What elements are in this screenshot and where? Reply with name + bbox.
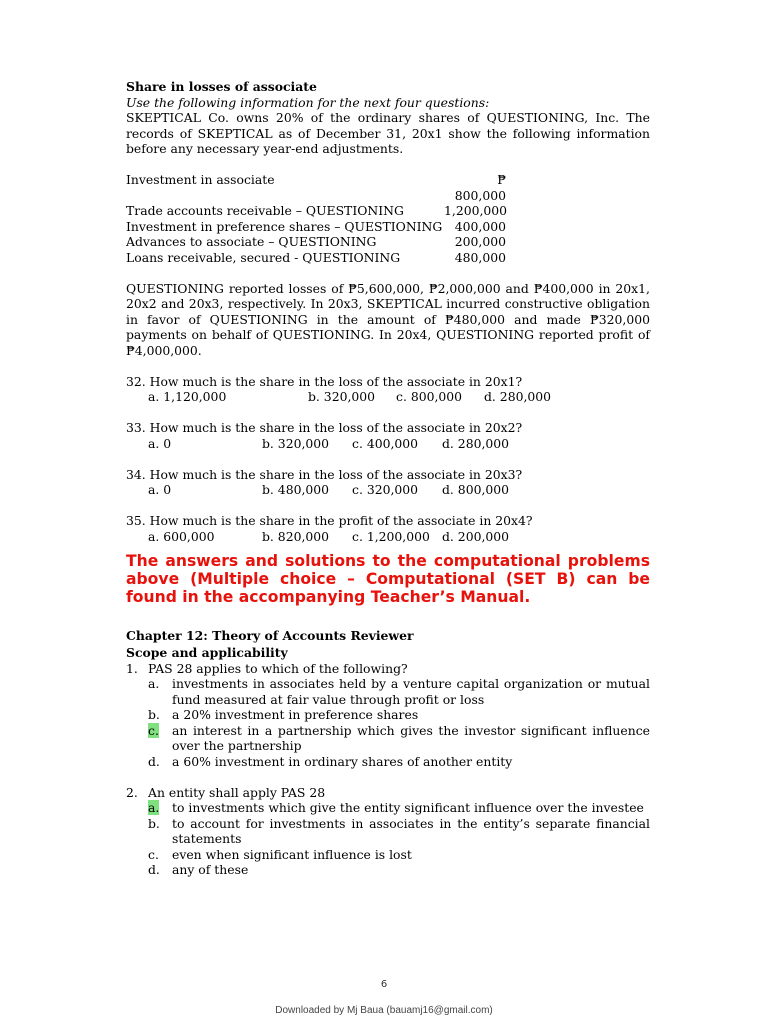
choice-row bbox=[126, 862, 650, 878]
question-33 bbox=[126, 420, 650, 451]
choice-row bbox=[126, 816, 650, 847]
choice-row bbox=[126, 707, 650, 723]
question-text: 33. How much is the share in the loss of the associate in 20x2? bbox=[126, 420, 523, 435]
choice-letter: b. bbox=[148, 707, 160, 722]
account-label: Loans receivable, secured - QUESTIONING bbox=[126, 249, 401, 265]
account-row bbox=[126, 234, 650, 250]
option-c: c. 1,200,000 bbox=[352, 528, 430, 544]
section-instruction: Use the following information for the next four questions: bbox=[126, 94, 490, 110]
account-amount: 1,200,000 bbox=[444, 203, 508, 218]
choice-row bbox=[126, 847, 650, 863]
question-34 bbox=[126, 467, 650, 498]
account-label: Advances to associate – QUESTIONING bbox=[126, 234, 377, 249]
option-c: c. 320,000 bbox=[352, 482, 419, 497]
teacher-manual-notice: The answers and solutions to the computational problems above (Multiple choice – Computational (SET B) can be found in the accompanying Teacher’s Manual. bbox=[126, 552, 650, 606]
option-b: b. 320,000 bbox=[262, 435, 330, 451]
account-amount: 400,000 bbox=[454, 218, 506, 234]
download-notice: Downloaded by Mj Baua (bauamj16@gmail.com) bbox=[275, 1005, 493, 1016]
option-a: a. 0 bbox=[148, 482, 172, 497]
option-d: d. 280,000 bbox=[442, 435, 510, 451]
question-text: 32. How much is the share in the loss of the associate in 20x1? bbox=[126, 373, 523, 389]
account-label: Trade accounts receivable – QUESTIONING bbox=[126, 203, 404, 218]
account-label: Investment in preference shares – QUESTIONING bbox=[126, 218, 443, 234]
choice-letter: b. bbox=[148, 815, 160, 831]
option-b: b. 480,000 bbox=[262, 482, 330, 497]
choice-letter-highlighted: a. bbox=[148, 800, 160, 815]
choice-text: any of these bbox=[172, 862, 249, 877]
option-d: d. 800,000 bbox=[442, 482, 510, 497]
choice-letter: a. bbox=[148, 676, 160, 691]
account-row bbox=[126, 219, 650, 235]
accounts-list bbox=[126, 172, 650, 265]
choice-letter: d. bbox=[148, 753, 160, 769]
account-row bbox=[126, 250, 650, 266]
item-number: 1. bbox=[126, 660, 138, 676]
choice-text: to account for investments in associates in the entity’s separate financial statements bbox=[172, 815, 650, 846]
question-text: 35. How much is the share in the profit of the associate in 20x4? bbox=[126, 513, 533, 528]
choice-letter: c. bbox=[148, 846, 159, 862]
choice-row bbox=[126, 800, 650, 816]
question-35 bbox=[126, 513, 650, 544]
choice-row bbox=[126, 754, 650, 770]
option-a: a. 600,000 bbox=[148, 528, 215, 544]
losses-paragraph: QUESTIONING reported losses of ₱5,600,000, ₱2,000,000 and ₱400,000 in 20x1, 20x2 and 20x3, respectively. In 20x3, SKEPTICAL incurred constructive obligation in favor of QUESTIONING in the amount of ₱480,000 and made ₱320,000 payments on behalf of QUESTIONING. In 20x4, QUESTIONING reported profit of ₱4,000,000. bbox=[126, 280, 650, 358]
option-b: b. 320,000 bbox=[308, 389, 376, 404]
option-a: a. 1,120,000 bbox=[148, 389, 227, 404]
choice-text: to investments which give the entity significant influence over the investee bbox=[172, 800, 644, 815]
choice-text: a 20% investment in preference shares bbox=[172, 707, 419, 722]
theory-item-1 bbox=[126, 661, 650, 770]
question-text: 34. How much is the share in the loss of the associate in 20x3? bbox=[126, 466, 523, 482]
chapter-title: Chapter 12: Theory of Accounts Reviewer bbox=[126, 627, 414, 643]
item-number: 2. bbox=[126, 784, 138, 800]
option-c: c. 400,000 bbox=[352, 435, 419, 451]
option-b: b. 820,000 bbox=[262, 528, 330, 544]
choice-text: even when significant influence is lost bbox=[172, 846, 412, 862]
chapter-subtitle: Scope and applicability bbox=[126, 645, 288, 660]
item-text: An entity shall apply PAS 28 bbox=[148, 784, 326, 800]
option-a: a. 0 bbox=[148, 435, 172, 451]
theory-item-2 bbox=[126, 785, 650, 878]
account-row bbox=[126, 172, 650, 203]
option-d: d. 280,000 bbox=[484, 389, 552, 404]
choice-text: investments in associates held by a venture capital organization or mutual fund measured at fair value through profit or loss bbox=[172, 676, 650, 707]
choice-letter-highlighted: c. bbox=[148, 722, 159, 738]
choice-row bbox=[126, 723, 650, 754]
account-row bbox=[126, 203, 650, 219]
account-amount: 480,000 bbox=[454, 249, 506, 265]
choice-text: a 60% investment in ordinary shares of another entity bbox=[172, 753, 513, 769]
choice-letter: d. bbox=[148, 862, 160, 877]
account-amount: ₱ 800,000 bbox=[454, 172, 506, 203]
option-d: d. 200,000 bbox=[442, 528, 510, 544]
account-label: Investment in associate bbox=[126, 172, 275, 187]
question-32 bbox=[126, 374, 650, 405]
option-c: c. 800,000 bbox=[396, 389, 463, 404]
item-text: PAS 28 applies to which of the following? bbox=[148, 660, 408, 676]
page-number: 6 bbox=[380, 979, 388, 990]
document-page bbox=[126, 79, 650, 878]
section-intro: SKEPTICAL Co. owns 20% of the ordinary shares of QUESTIONING, Inc. The records of SKEPTICAL as of December 31, 20x1 show the following information before any necessary year-end adjustments. bbox=[126, 110, 650, 156]
choice-row bbox=[126, 676, 650, 707]
account-amount: 200,000 bbox=[454, 234, 506, 249]
section-title: Share in losses of associate bbox=[126, 79, 317, 94]
choice-text: an interest in a partnership which gives the investor significant influence over the partnership bbox=[172, 722, 650, 753]
